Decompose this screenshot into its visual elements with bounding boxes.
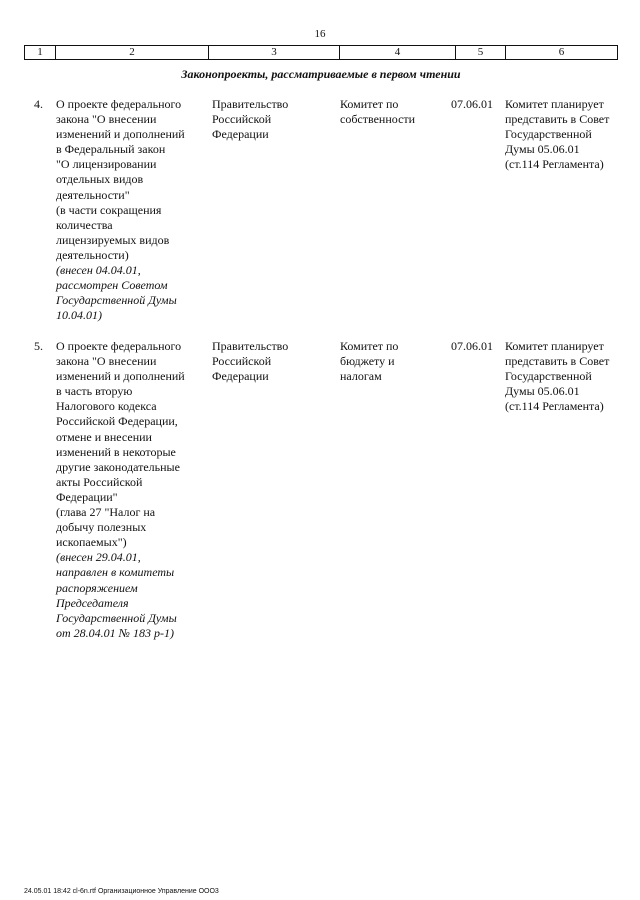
bill-title-line: Налогового кодекса bbox=[56, 399, 157, 414]
bill-meta-line: распоряжением bbox=[56, 580, 138, 595]
author-line: Правительство bbox=[212, 97, 289, 111]
bill-title-line: О проекте федерального bbox=[56, 339, 182, 353]
committee-note bbox=[505, 339, 625, 414]
bill-title-line: О проекте федерального bbox=[56, 97, 182, 111]
bill-title-line: изменений и дополнений bbox=[56, 127, 185, 142]
bill-title bbox=[56, 339, 206, 641]
committee-line: бюджету и bbox=[340, 354, 395, 369]
bill-title-line: другие законодательные bbox=[56, 459, 180, 474]
bill-title-line: лицензируемых видов bbox=[56, 232, 170, 247]
bill-meta-line: направлен в комитеты bbox=[56, 565, 175, 580]
column-number-3: 3 bbox=[208, 46, 339, 59]
bill-title-line: в Федеральный закон bbox=[56, 142, 166, 157]
note-line: Думы 05.06.01 bbox=[505, 142, 580, 157]
column-number-header bbox=[24, 45, 618, 60]
bill-title-line: в часть вторую bbox=[56, 384, 133, 399]
responsible-committee bbox=[340, 339, 440, 384]
column-number-5: 5 bbox=[455, 46, 505, 59]
bill-title-line: изменений в некоторые bbox=[56, 444, 176, 459]
bill-author bbox=[212, 339, 322, 384]
bill-title-line: отдельных видов bbox=[56, 172, 144, 187]
column-number-2: 2 bbox=[55, 46, 208, 59]
bill-title-line: количества bbox=[56, 217, 113, 232]
bill-meta-line: (внесен 29.04.01, bbox=[56, 550, 141, 565]
print-footer: 24.05.01 18:42 cl-6n.rtf Организационное Управление ООО3 bbox=[24, 888, 219, 895]
bill-title-line: Федерации" bbox=[56, 489, 118, 504]
bill-title-line: (в части сокращения bbox=[56, 202, 162, 217]
bill-title-line: (глава 27 "Налог на bbox=[56, 505, 156, 520]
committee-line: Комитет по bbox=[340, 97, 399, 111]
bill-title-line: деятельности) bbox=[56, 247, 129, 262]
author-line: Правительство bbox=[212, 339, 289, 353]
bill-title-line: акты Российской bbox=[56, 474, 143, 489]
bill-meta-line: Председателя bbox=[56, 595, 129, 610]
responsible-committee bbox=[340, 97, 440, 127]
bill-meta-line: рассмотрен Советом bbox=[56, 278, 168, 293]
bill-title-line: деятельности" bbox=[56, 187, 130, 202]
committee-note bbox=[505, 97, 625, 172]
bill-meta-line: (внесен 04.04.01, bbox=[56, 263, 141, 278]
page-number: 16 bbox=[314, 28, 326, 40]
note-line: представить в Совет bbox=[505, 112, 610, 127]
bill-author bbox=[212, 97, 322, 142]
review-date: 07.06.01 bbox=[451, 97, 493, 111]
note-line: Государственной bbox=[505, 127, 592, 142]
bill-title-line: отмене и внесении bbox=[56, 429, 152, 444]
bill-title-line: добычу полезных bbox=[56, 520, 147, 535]
column-number-4: 4 bbox=[339, 46, 455, 59]
author-line: Российской bbox=[212, 112, 272, 127]
note-line: Думы 05.06.01 bbox=[505, 384, 580, 399]
author-line: Российской bbox=[212, 354, 272, 369]
bill-title-line: "О лицензировании bbox=[56, 157, 157, 172]
bill-title-line: закона "О внесении bbox=[56, 112, 157, 127]
review-date: 07.06.01 bbox=[451, 339, 493, 353]
bill-meta-line: 10.04.01) bbox=[56, 308, 102, 323]
committee-line: Комитет по bbox=[340, 339, 399, 353]
bill-title-line: закона "О внесении bbox=[56, 354, 157, 369]
bill-meta-line: Государственной Думы bbox=[56, 293, 177, 308]
bill-title-line: Российской Федерации, bbox=[56, 414, 178, 429]
row-number: 5. bbox=[34, 339, 43, 353]
bill-title-line: изменений и дополнений bbox=[56, 369, 185, 384]
note-line: Комитет планирует bbox=[505, 97, 604, 111]
section-title: Законопроекты, рассматриваемые в первом чтении bbox=[181, 67, 461, 81]
note-line: представить в Совет bbox=[505, 354, 610, 369]
note-line: (ст.114 Регламента) bbox=[505, 399, 604, 414]
author-line: Федерации bbox=[212, 127, 269, 142]
bill-meta-line: Государственной Думы bbox=[56, 610, 177, 625]
bill-title-line: ископаемых") bbox=[56, 535, 127, 550]
note-line: (ст.114 Регламента) bbox=[505, 157, 604, 172]
committee-line: собственности bbox=[340, 112, 416, 127]
note-line: Комитет планирует bbox=[505, 339, 604, 353]
row-number: 4. bbox=[34, 97, 43, 111]
bill-title bbox=[56, 97, 206, 323]
note-line: Государственной bbox=[505, 369, 592, 384]
column-number-1: 1 bbox=[37, 46, 43, 58]
committee-line: налогам bbox=[340, 369, 382, 384]
author-line: Федерации bbox=[212, 369, 269, 384]
column-number-6: 6 bbox=[505, 46, 617, 59]
bill-meta-line: от 28.04.01 № 183 р-1) bbox=[56, 625, 174, 640]
